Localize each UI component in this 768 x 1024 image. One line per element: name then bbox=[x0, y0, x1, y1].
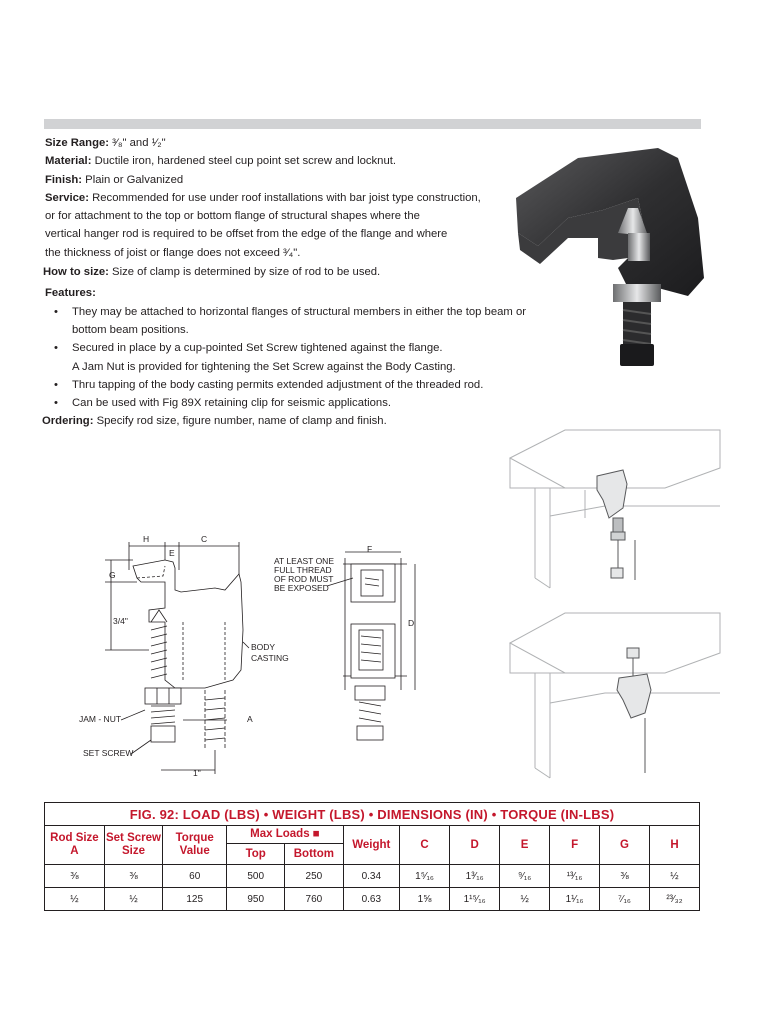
bullet-icon: • bbox=[54, 305, 58, 318]
col-h: H bbox=[649, 826, 699, 865]
set-screw-label: SET SCREW bbox=[83, 748, 134, 758]
dimension-drawing bbox=[65, 530, 425, 790]
installation-diagram bbox=[505, 428, 723, 788]
col-weight: Weight bbox=[343, 826, 399, 865]
body-casting-label: BODY bbox=[251, 642, 276, 652]
service-line: or for attachment to the top or bottom flange of structural shapes where the bbox=[45, 210, 420, 223]
col-bottom: Bottom bbox=[285, 844, 343, 865]
material: Material: Ductile iron, hardened steel cup point set screw and locknut. bbox=[45, 155, 397, 168]
note-line: OF ROD MUST bbox=[274, 574, 334, 584]
product-photo bbox=[508, 138, 708, 378]
dim-a-label: A bbox=[247, 714, 253, 724]
bullet-icon: • bbox=[54, 397, 58, 410]
table-title: FIG. 92: LOAD (LBS) • WEIGHT (LBS) • DIMENSIONS (IN) • TORQUE (IN-LBS) bbox=[45, 803, 700, 826]
dim-d-label: D bbox=[408, 618, 415, 628]
dim-three-quarter-label: 3/4" bbox=[113, 616, 128, 626]
dim-e-label: E bbox=[169, 548, 175, 558]
col-f: F bbox=[550, 826, 600, 865]
bullet-icon: • bbox=[54, 378, 58, 391]
col-e: E bbox=[500, 826, 550, 865]
col-torque: Torque Value bbox=[163, 826, 227, 865]
note-line: AT LEAST ONE bbox=[274, 556, 334, 566]
dim-h-label: H bbox=[143, 534, 150, 544]
table-row: ⅜ ⅜ 60 500 250 0.34 1⁵⁄₁₆ 1³⁄₁₆ ⁹⁄₁₆ ¹³⁄₁₆ ⅜ ½ bbox=[45, 865, 700, 888]
table-row: ½ ½ 125 950 760 0.63 1⅝ 1¹⁵⁄₁₆ ½ 1¹⁄₁₆ ⁷⁄₁₆ ²³⁄₃₂ bbox=[45, 888, 700, 911]
list-item: • Secured in place by a cup-pointed Set Screw tightened against the flange. A Jam Nut is provided for tightening the Set Screw against the Body Casting. bbox=[45, 339, 515, 376]
col-c: C bbox=[400, 826, 450, 865]
features-heading: Features: bbox=[45, 287, 96, 300]
dim-one-label: 1" bbox=[193, 768, 201, 778]
bullet-icon: • bbox=[54, 342, 58, 355]
product-specs bbox=[42, 134, 526, 431]
spec-table bbox=[44, 802, 700, 911]
dim-g-label: G bbox=[109, 570, 116, 580]
features-list bbox=[45, 303, 526, 413]
dim-f-label: F bbox=[367, 544, 373, 554]
list-item: • They may be attached to horizontal flanges of structural members in either the top beam or bottom beam positions. bbox=[45, 303, 515, 340]
col-d: D bbox=[450, 826, 500, 865]
service-line: the thickness of joist or flange does not exceed ³⁄₄". bbox=[45, 246, 301, 259]
size-range: Size Range: ³⁄₈" and ¹⁄₂" bbox=[45, 137, 166, 149]
jam-nut-label: JAM - NUT bbox=[79, 714, 122, 724]
list-item: • Thru tapping of the body casting permits extended adjustment of the threaded rod. bbox=[45, 376, 515, 394]
service: Service: Recommended for use under roof installations with bar joist type construction, bbox=[45, 191, 481, 204]
finish: Finish: Plain or Galvanized bbox=[45, 173, 184, 186]
note-line: BE EXPOSED bbox=[274, 583, 329, 593]
col-max-loads: Max Loads ■ bbox=[227, 826, 343, 844]
col-rod-size: Rod Size A bbox=[45, 826, 105, 865]
ordering: Ordering: Specify rod size, figure number, name of clamp and finish. bbox=[42, 415, 387, 428]
col-g: G bbox=[600, 826, 650, 865]
service-line: vertical hanger rod is required to be offset from the edge of the flange and where bbox=[45, 228, 448, 241]
header-bar bbox=[44, 119, 701, 129]
dim-c-label: C bbox=[201, 534, 208, 544]
col-top: Top bbox=[227, 844, 285, 865]
col-set-screw: Set Screw Size bbox=[104, 826, 162, 865]
list-item: • Can be used with Fig 89X retaining clip for seismic applications. bbox=[45, 394, 515, 412]
note-line: FULL THREAD bbox=[274, 565, 332, 575]
body-casting-label: CASTING bbox=[251, 653, 289, 663]
how-to-size: How to size: Size of clamp is determined by size of rod to be used. bbox=[43, 266, 381, 279]
